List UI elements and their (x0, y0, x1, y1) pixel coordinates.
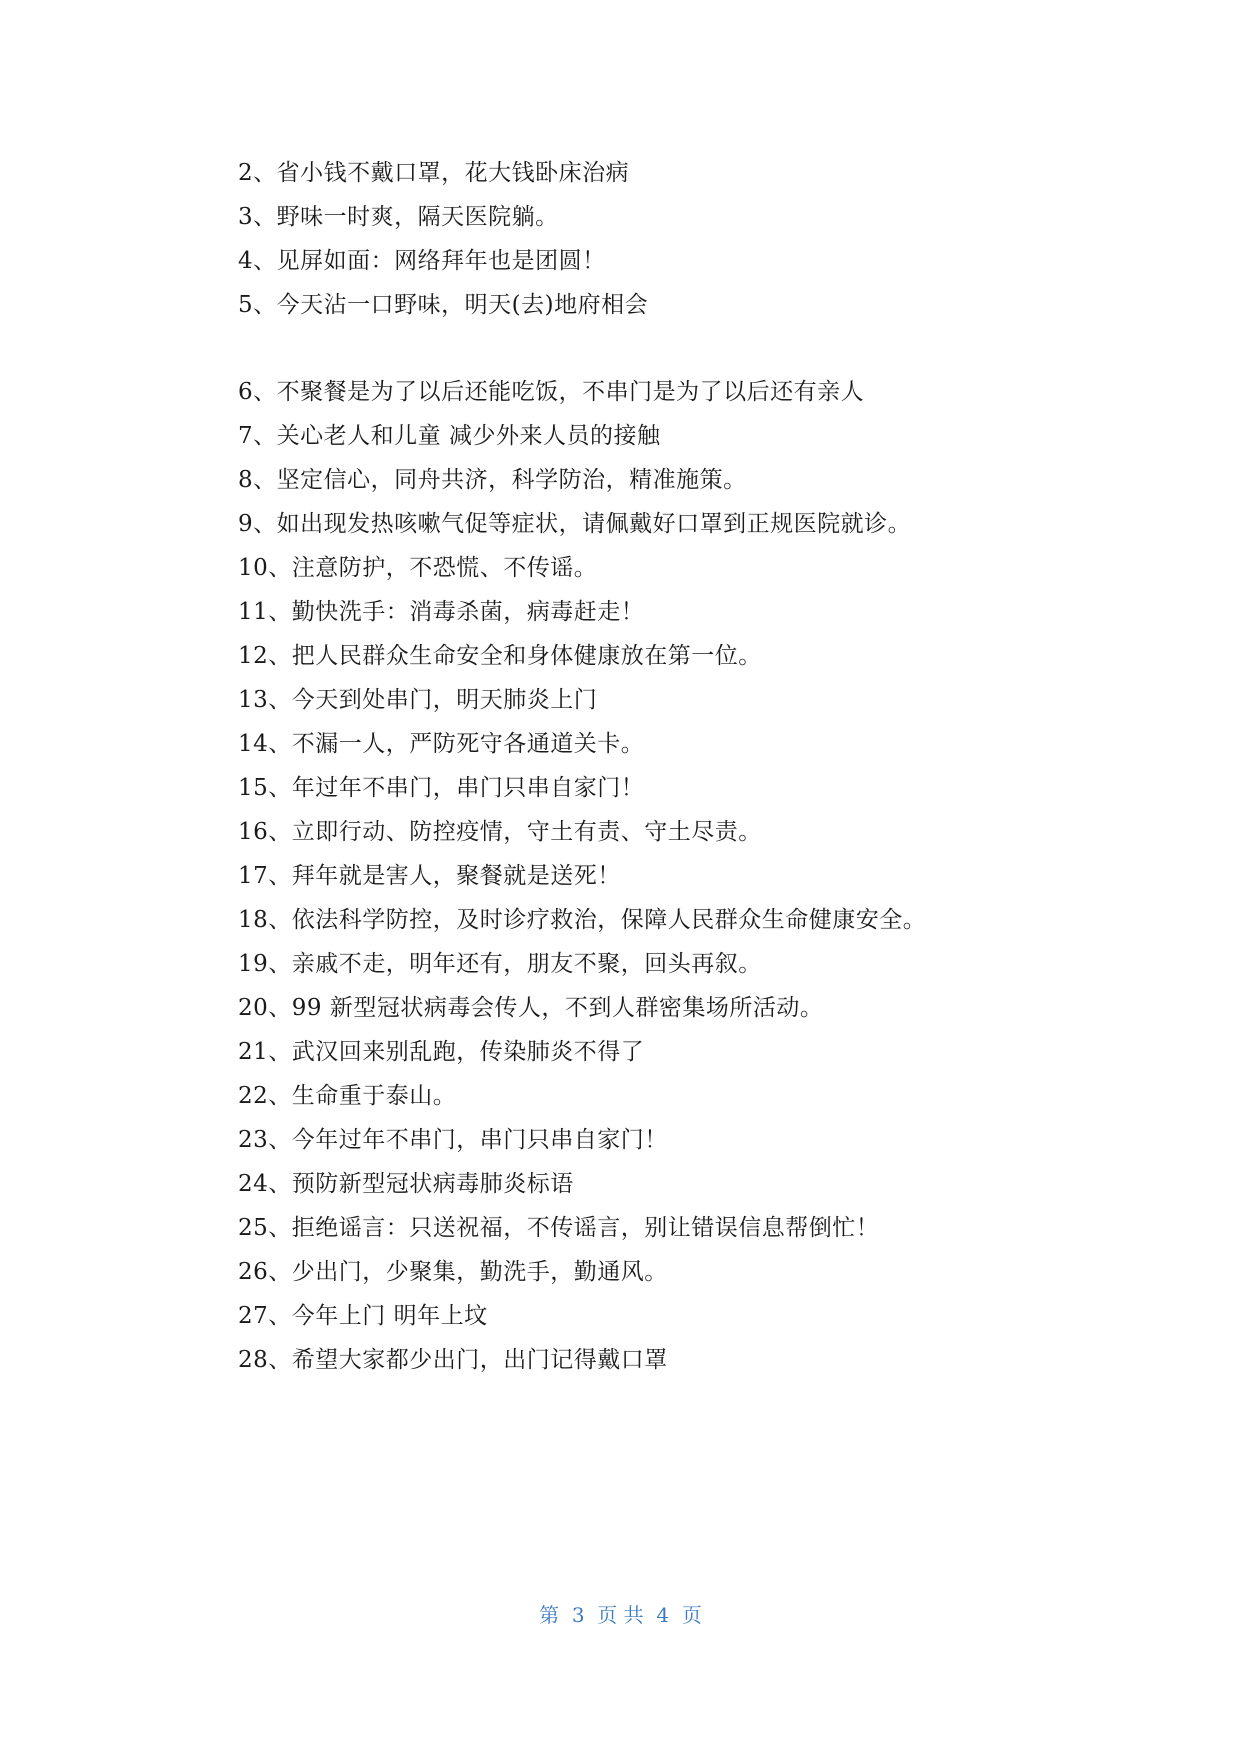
list-item: 5、今天沾一口野味，明天(去)地府相会 (238, 292, 649, 318)
list-item: 9、如出现发热咳嗽气促等症状，请佩戴好口罩到正规医院就诊。 (238, 511, 912, 537)
list-item: 4、见屏如面：网络拜年也是团圆！ (238, 248, 606, 274)
list-item: 7、关心老人和儿童 减少外来人员的接触 (238, 423, 661, 449)
list-item: 3、野味一时爽，隔天医院躺。 (238, 204, 559, 230)
page-number-footer: 第 3 页 共 4 页 (539, 1603, 702, 1627)
list-item: 28、希望大家都少出门，出门记得戴口罩 (238, 1347, 668, 1373)
list-item: 14、不漏一人，严防死守各通道关卡。 (238, 731, 645, 757)
list-item: 25、拒绝谣言：只送祝福，不传谣言，别让错误信息帮倒忙！ (238, 1215, 880, 1241)
list-item: 12、把人民群众生命安全和身体健康放在第一位。 (238, 643, 762, 669)
list-item: 22、生命重于泰山。 (238, 1083, 457, 1109)
list-item: 10、注意防护，不恐慌、不传谣。 (238, 555, 598, 581)
list-item: 2、省小钱不戴口罩，花大钱卧床治病 (238, 160, 630, 186)
list-item: 26、少出门，少聚集，勤洗手，勤通风。 (238, 1259, 668, 1285)
list-item: 23、今年过年不串门，串门只串自家门！ (238, 1127, 668, 1153)
list-item: 21、武汉回来别乱跑，传染肺炎不得了 (238, 1039, 645, 1065)
list-item: 19、亲戚不走，明年还有，朋友不聚，回头再叙。 (238, 951, 762, 977)
list-item: 24、预防新型冠状病毒肺炎标语 (238, 1171, 574, 1197)
list-item: 17、拜年就是害人，聚餐就是送死！ (238, 863, 621, 889)
list-item: 8、坚定信心，同舟共济，科学防治，精准施策。 (238, 467, 747, 493)
list-item: 11、勤快洗手：消毒杀菌，病毒赶走！ (238, 599, 645, 625)
list-item: 20、99 新型冠状病毒会传人，不到人群密集场所活动。 (238, 995, 824, 1021)
list-item: 16、立即行动、防控疫情，守土有责、守土尽责。 (238, 819, 762, 845)
list-item: 13、今天到处串门，明天肺炎上门 (238, 687, 598, 713)
list-item: 6、不聚餐是为了以后还能吃饭，不串门是为了以后还有亲人 (238, 379, 865, 405)
list-item: 18、依法科学防控，及时诊疗救治，保障人民群众生命健康安全。 (238, 907, 927, 933)
list-item: 27、今年上门 明年上坟 (238, 1303, 488, 1329)
list-item: 15、年过年不串门，串门只串自家门！ (238, 775, 645, 801)
